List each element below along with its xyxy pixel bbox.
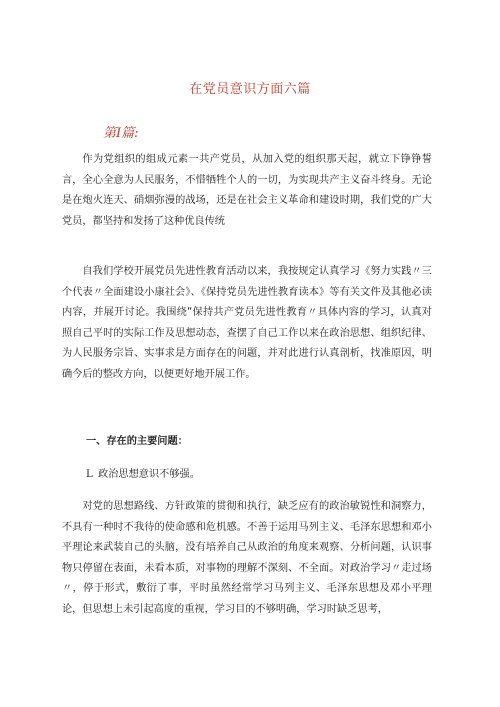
list-item-text: 政治思想意识不够强。 <box>98 469 200 480</box>
list-item-number: L <box>86 469 93 480</box>
list-item <box>86 465 200 480</box>
document-title: 在党员意识方面六篇 <box>189 82 311 97</box>
paragraph-2: 自我们学校开展党员先进性教育活动以来，我按规定认真学习《努力实践〃三个代表〃全面建设小康社会》、《保持党员先进性教育读本》等有关文件及其他必读内容，并展开讨论。我围绕“保持共产党员先进性教育〃具体内容的学习，认真对照自己平时的实际工作及思想动态，查摆了自己工作以来在政治思想、组织纪律、为人民服务宗旨、实事求是方面存在的问题，并对此进行认真剖析，找准原因，明确今后的整改方向，以便更好地开展工作。 <box>62 266 432 380</box>
subheading-problems: 一、存在的主要问题： <box>86 436 188 447</box>
paragraph-1: 作为党组织的组成元素一共产党员，从加入党的组织那天起，就立下铮铮誓言，全心全意为人民服务，不惜牺牲个人的一切，为实现共产主义奋斗终身。无论是在炮火连天、硝烟弥漫的战场，还是在社会主义革命和建设时期，我们党的广大党员，都坚持和发扬了这种优良传统 <box>62 154 432 227</box>
section-heading: 第Ⅰ篇: <box>103 126 139 141</box>
paragraph-3: 对党的思想路线、方针政策的贯彻和执行，缺乏应有的政治敏锐性和洞察力，不具有一种时不我待的使命感和危机感。不善于运用马列主义、毛泽东思想和邓小平理论来武装自己的头脑，没有培养自己从政治的角度来观察、分析问题，认识事物只停留在表面，未看本质，对事物的理解不深刻、不全面。对政治学习〃走过场〃，停于形式，敷衍了事，平时虽然经常学习马列主义、毛泽东思想及邓小平理论，但思想上未引起高度的重视，学习目的不够明确，学习时缺乏思考， <box>62 501 432 615</box>
